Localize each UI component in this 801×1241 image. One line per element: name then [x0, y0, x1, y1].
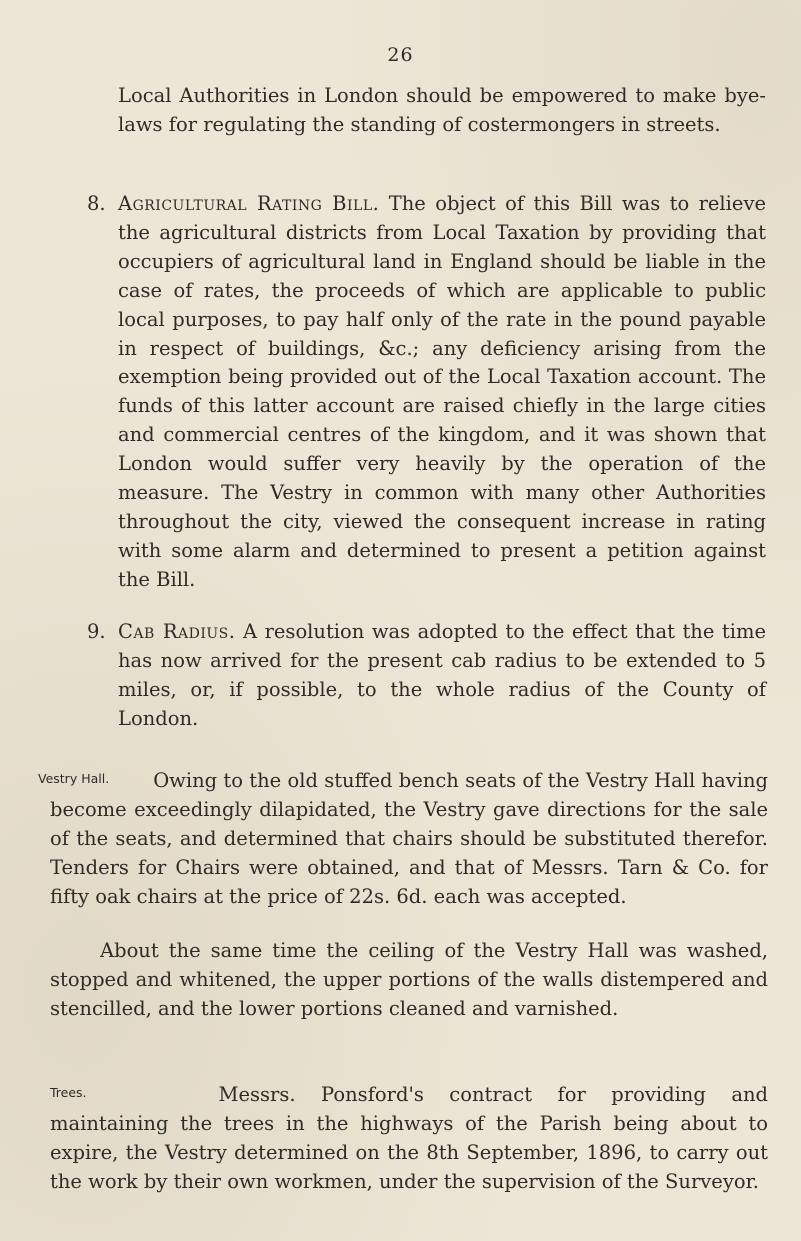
item-8-agricultural-rating-bill	[87, 190, 767, 595]
vestry-hall-text: Owing to the old stuffed bench seats of the Vestry Hall having become exceedingly dilapidated, the Vestry gave directions for the sale of the seats, and determined that chairs should be substituted therefor. Tenders for Chairs were obtained, and that of Messrs. Tarn & Co. for fifty oak chairs at the price of 22s. 6d. each was accepted.	[50, 769, 768, 908]
item-9-number: 9.	[87, 620, 106, 643]
intro-paragraph: Local Authorities in London should be empowered to make bye-laws for regulating the standing of costermongers in streets.	[118, 84, 766, 136]
item-8-text: The object of this Bill was to relieve the agricultural districts from Local Taxation by providing that occupiers of agricultural land in England should be liable in the case of rates, the proceeds of which are applicable to public local purposes, to pay half only of the rate in the pound payable in respect of buildings, &c.; any deficiency arising from the exemption being provided out of the Local Taxation account. The funds of this latter account are raised chiefly in the large cities and commercial centres of the kingdom, and it was shown that London would suffer very heavily by the operation of the measure. The Vestry in common with many other Authorities throughout the city, viewed the consequent increase in rating with some alarm and determined to present a petition against the Bill.	[118, 192, 767, 591]
about-paragraph: About the same time the ceiling of the Vestry Hall was washed, stopped and whitened, the upper portions of the walls distempered and stencilled, and the lower portions cleaned and varnished.	[50, 939, 768, 1020]
item-9-heading: Cab Radius.	[118, 620, 236, 643]
trees-text: Messrs. Ponsford's contract for providing and maintaining the trees in the highways of the Parish being about to expire, the Vestry determined on the 8th September, 1896, to carry out the work by their own workmen, under the supervision of the Surveyor.	[50, 1083, 768, 1193]
item-8-heading: Agricultural Rating Bill.	[118, 192, 380, 215]
vestry-hall-sidenote: Vestry Hall.	[38, 771, 110, 786]
page-number: 26	[387, 44, 414, 66]
item-8-number: 8.	[87, 192, 106, 215]
trees-sidenote: Trees.	[50, 1085, 87, 1100]
item-9-cab-radius	[87, 618, 767, 734]
trees-paragraph	[50, 1079, 768, 1197]
vestry-hall-paragraph	[38, 765, 768, 912]
item-9-text: A resolution was adopted to the effect that the time has now arrived for the present cab radius to be extended to 5 miles, or, if possible, to the whole radius of the County of London.	[118, 620, 767, 730]
